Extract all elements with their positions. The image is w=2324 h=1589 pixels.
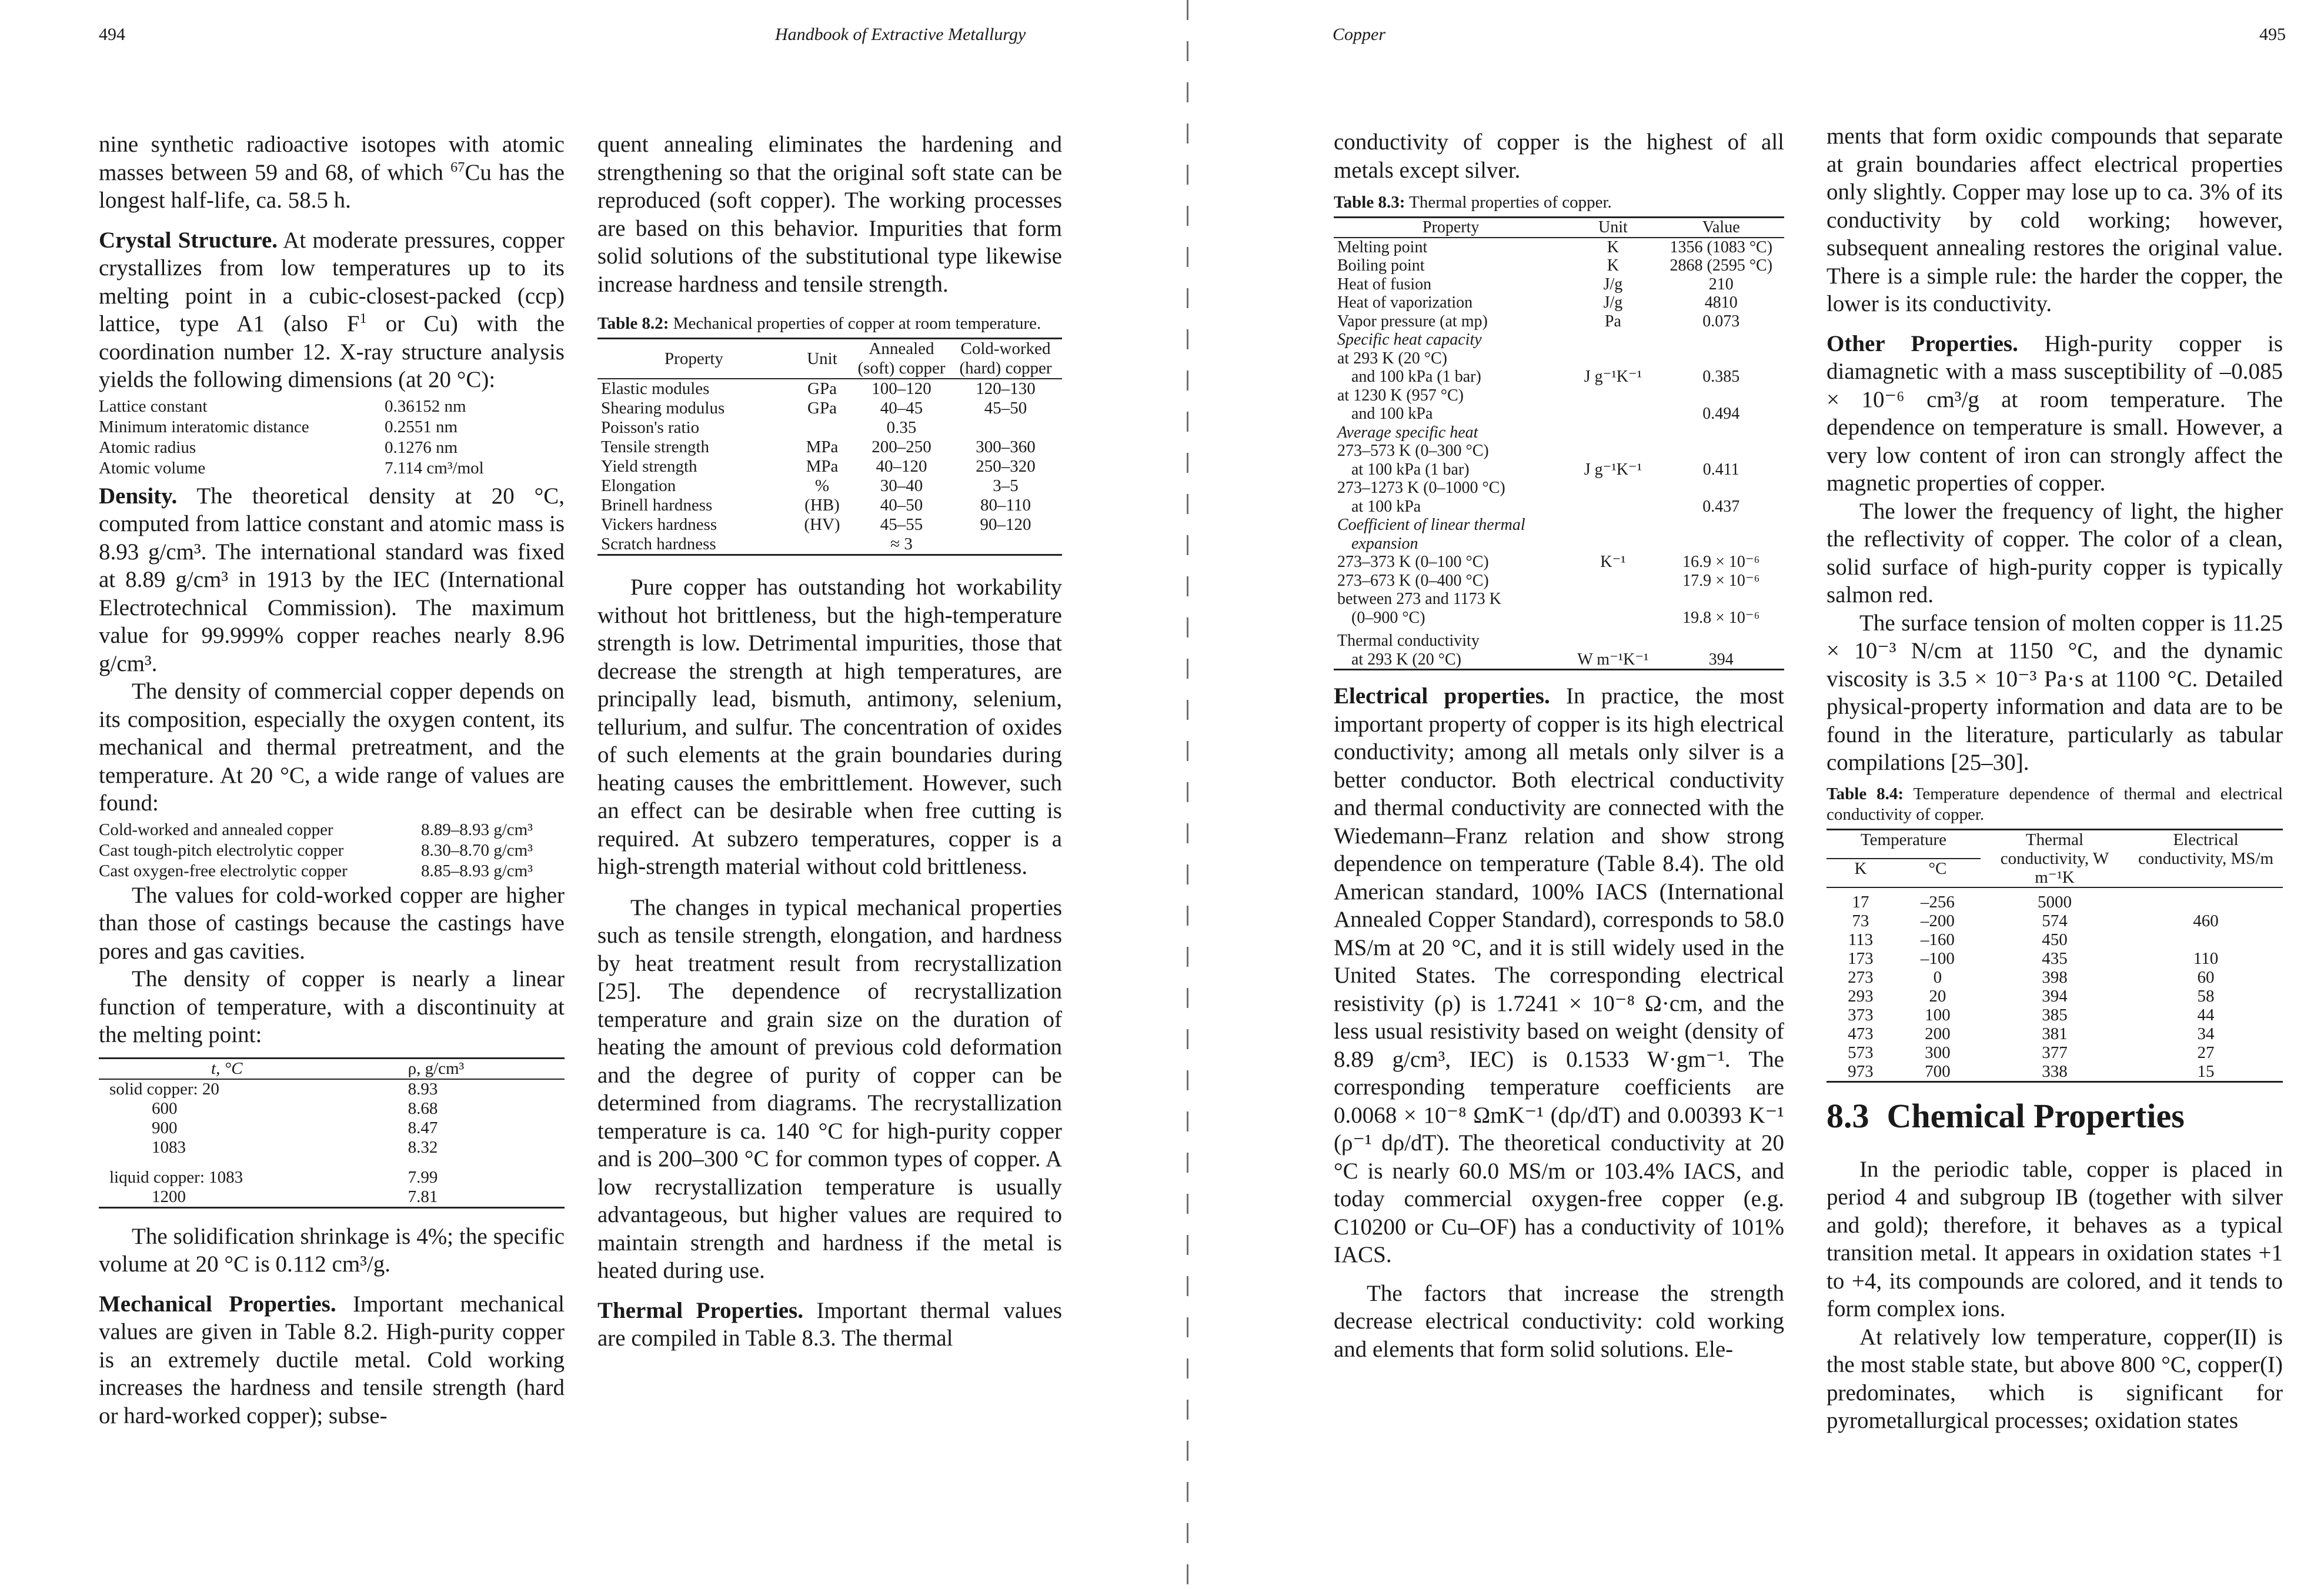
- table-row: 273–1273 K (0–1000 °C): [1337, 479, 1505, 497]
- density-paragraph-3: The values for cold-worked copper are higher than those of castings because the castings have pores and gas cavities.: [99, 882, 565, 964]
- table-row: 17 –256 5000: [1852, 892, 2072, 912]
- thermal-properties-paragraph: Thermal Properties. Important thermal values are compiled in Table 8.3. The thermal: [597, 1297, 1062, 1351]
- table-row: and 100 kPa 0.494: [1351, 405, 1740, 423]
- table-row: 1083 8.32: [152, 1137, 438, 1157]
- table-row: Specific heat capacity: [1337, 331, 1482, 349]
- periodic-table-paragraph: In the periodic table, copper is placed in period 4 and subgroup IB (together with silver and gold); therefore, it behaves as a typical transition metal. It appears in oxidation states +1 to +4, its compounds are colored, and it tends to form complex ions.: [1827, 1156, 2283, 1321]
- table-row: Elongation % 30–40 3–5: [601, 476, 1019, 495]
- reflectivity-paragraph: The lower the frequency of light, the higher the reflectivity of copper. The color of a clean, solid surface of high-purity copper is typically salmon red.: [1827, 498, 2283, 607]
- table-row: 573 300 377 27: [1848, 1043, 2215, 1062]
- table-row: Lattice constant 0.36152 nm: [99, 396, 466, 416]
- table-row: Heat of fusion J/g 210: [1337, 275, 1734, 293]
- table-row: Vapor pressure (at mp) Pa 0.073: [1337, 312, 1740, 331]
- table-row: Thermal conductivity: [1337, 632, 1480, 650]
- table-row: 113 –160 450: [1848, 930, 2068, 949]
- mechanical-properties-paragraph: Mechanical Properties. Important mechanical values are given in Table 8.2. High-purity copper is an extremely ductile metal. Cold working increases the hardness and tensile strength (hard or hard-worked copper); subse-: [99, 1291, 565, 1428]
- table-row: Brinell hardness (HB) 40–50 80–110: [601, 496, 1031, 515]
- table-header-row: Temperature Thermal conductivity, W m⁻¹K Electrical conductivity, MS/m: [1827, 829, 2283, 859]
- annealing-paragraph: quent annealing eliminates the hardening and strengthening so that the original soft state can be reproduced (soft copper). The working processes are based on this behavior. Impurities that form solid solutions of the substitutional type likewise increase hardness and tensile strength.: [597, 132, 1062, 297]
- table-row: Boiling point K 2868 (2595 °C): [1337, 256, 1773, 275]
- table-row: liquid copper: 1083 7.99: [109, 1167, 438, 1187]
- table-row: 373 100 385 44: [1848, 1005, 2215, 1024]
- table-row: 1200 7.81: [99, 1187, 565, 1208]
- isotopes-paragraph: nine synthetic radioactive isotopes with atomic masses between 59 and 68, of which $^{67}$Cu has the longest half-life, ca. 58.5 h.: [99, 132, 565, 213]
- table-row: at 1230 K (957 °C): [1337, 386, 1464, 405]
- table-row: Elastic modules GPa 100–120 120–130: [601, 379, 1036, 398]
- table-row: expansion: [1351, 534, 1418, 553]
- shrinkage-paragraph: The solidification shrinkage is 4%; the specific volume at 20 °C is 0.112 cm³/g.: [99, 1223, 565, 1277]
- table-row: Poisson's ratio 0.35: [601, 418, 917, 437]
- table-row: Melting point K 1356 (1083 °C): [1337, 238, 1773, 256]
- oxidic-compounds-paragraph: ments that form oxidic compounds that separate at grain boundaries affect electrical properties only slightly. Copper may lose up to ca. 3% of its conductivity by cold working; however, subsequent annealing restores the original value. There is a simple rule: the harder the copper, the lower is its conductivity.: [1827, 123, 2283, 316]
- right-page: [1162, 0, 2324, 1589]
- oxidation-states-paragraph: At relatively low temperature, copper(II) is the most stable state, but above 800 °C, copper(I) predominates, which is significant for pyrometallurgical processes; oxidation states: [1827, 1324, 2283, 1433]
- table-row: 900 8.47: [152, 1118, 438, 1137]
- table-row: at 293 K (20 °C) W m⁻¹K⁻¹ 394: [1334, 650, 1784, 670]
- right-column-1: [1334, 128, 1784, 1363]
- table-row: Tensile strength MPa 200–250 300–360: [601, 438, 1036, 456]
- table-row: Cold-worked and annealed copper 8.89–8.93 g/cm³: [99, 820, 533, 839]
- table-row: Coefficient of linear thermal: [1337, 516, 1525, 534]
- table-row: 973 700 338 15: [1827, 1062, 2283, 1082]
- density-paragraph: Density. The theoretical density at 20 °C, computed from lattice constant and atomic mass is 8.93 g/cm³. The international standard was fixed at 8.89 g/cm³ in 1913 by the IEC (International Electrotechnical Commission). The maximum value for 99.999% copper reaches nearly 8.96 g/cm³.: [99, 483, 565, 676]
- table-row: 73 –200 574 460: [1852, 911, 2219, 930]
- table-row: 293 20 394 58: [1848, 986, 2215, 1006]
- density-paragraph-4: The density of copper is nearly a linear function of temperature, with a discontinuity at the melting point:: [99, 966, 565, 1047]
- table-8-2-caption: Table 8.2: Mechanical properties of copper at room temperature.: [597, 314, 1041, 333]
- crystal-dimensions-table: [99, 396, 565, 479]
- table-row: 273–373 K (0–100 °C) K⁻¹ 16.9 × 10⁻⁶: [1337, 553, 1760, 571]
- table-row: Shearing modulus GPa 40–45 45–50: [601, 399, 1027, 418]
- table-row: Cast tough-pitch electrolytic copper 8.30–8.70 g/cm³: [99, 840, 533, 860]
- table-row: between 273 and 1173 K: [1337, 590, 1501, 608]
- section-heading-chemical-properties: 8.3 Chemical Properties: [1827, 1096, 2185, 1135]
- table-row: at 100 kPa 0.437: [1351, 497, 1740, 516]
- table-row: Vickers hardness (HV) 45–55 90–120: [601, 515, 1031, 534]
- left-column-2: [597, 131, 1062, 1353]
- table-row: solid copper: 20 8.93: [109, 1079, 438, 1099]
- commercial-density-table: [99, 820, 565, 882]
- left-running-head: Handbook of Extractive Metallurgy: [775, 25, 1026, 44]
- table-row: 473 200 381 34: [1848, 1024, 2215, 1043]
- density-paragraph-2: The density of commercial copper depends on its composition, especially the oxygen content, its mechanical and thermal pretreatment, and the temperature. At 20 °C, a wide range of values are found:: [99, 679, 565, 816]
- strength-conductivity-paragraph: The factors that increase the strength decrease electrical conductivity: cold working and elements that form solid solutions. Ele-: [1334, 1280, 1784, 1362]
- table-row: Average specific heat: [1337, 423, 1478, 442]
- left-column-1: [99, 131, 565, 1430]
- table-row: Atomic volume 7.114 cm³/mol: [99, 458, 484, 478]
- table-row: and 100 kPa (1 bar) J g⁻¹K⁻¹ 0.385: [1351, 368, 1740, 386]
- crystal-structure-paragraph: Crystal Structure. At moderate pressures, copper crystallizes from low temperatures up to its melting point in a cubic-closest-packed (ccp) lattice, type A1 (also $F^1$ or Cu) with the coordination number 12. X-ray structure analysis yields the following dimensions (at 20 °C):: [99, 227, 565, 392]
- table-8-3: [1334, 216, 1784, 670]
- table-8-2: [597, 338, 1062, 556]
- table-row: 273 0 398 60: [1848, 967, 2215, 987]
- table-row: Minimum interatomic distance 0.2551 nm: [99, 417, 458, 436]
- table-row: Scratch hardness ≈ 3: [597, 535, 1062, 555]
- table-row: Heat of vaporization J/g 4810: [1337, 293, 1738, 312]
- left-page-number: 494: [99, 25, 125, 44]
- density-temperature-table: [99, 1057, 565, 1209]
- table-header-row: K °C: [1827, 859, 2283, 887]
- table-header-row: t, °C ρ, g/cm³: [99, 1058, 565, 1079]
- table-header-row: Property Unit Value: [1334, 218, 1784, 238]
- table-8-4-caption: Table 8.4: Temperature dependence of thermal and electrical conductivity of copper.: [1827, 784, 2283, 824]
- right-page-number: 495: [2259, 25, 2286, 44]
- conductivity-intro-paragraph: conductivity of copper is the highest of all metals except silver.: [1334, 129, 1784, 183]
- table-row: Cast oxygen-free electrolytic copper 8.85–8.93 g/cm³: [99, 861, 533, 880]
- table-row: at 100 kPa (1 bar) J g⁻¹K⁻¹ 0.411: [1351, 460, 1739, 479]
- right-column-2: [1827, 122, 2283, 1435]
- right-running-head: Copper: [1333, 25, 1385, 44]
- electrical-properties-paragraph: Electrical properties. In practice, the most important property of copper is its high electrical conductivity; among all metals only silver is a better conductor. Both electrical conductivity and thermal conductivity are connected with the Wiedemann–Franz relation and show strong dependence on temperature (Table 8.4). The old American standard, 100% IACS (International Annealed Copper Standard), corresponds to 58.0 MS/m at 20 °C, and it is still widely used in the United States. The corresponding electrical resistivity (ρ) is 1.7241 × 10⁻⁸ Ω·cm, and the less usual resistivity based on weight (density of 8.89 g/cm³, IEC) is 0.1533 W·gm⁻¹. The corresponding temperature coefficients are 0.0068 × 10⁻⁸ ΩmK⁻¹ (dρ/dT) and 0.00393 K⁻¹ (ρ⁻¹ dρ/dT). The theoretical conductivity at 20 °C is nearly 60.0 MS/m or 103.4% IACS, and today commercial oxygen-free copper (e.g. C10200 or Cu–OF) has a conductivity of 101% IACS.: [1334, 683, 1784, 1267]
- table-8-3-caption: Table 8.3: Thermal properties of copper.: [1334, 193, 1612, 212]
- table-row: at 293 K (20 °C): [1337, 349, 1447, 368]
- table-row: 173 –100 435 110: [1848, 949, 2219, 968]
- table-header-row: Property Unit Annealed (soft) copper Cold-worked (hard) copper: [597, 339, 1062, 379]
- table-row: 273–573 K (0–300 °C): [1337, 442, 1489, 460]
- table-row: 600 8.68: [152, 1099, 438, 1118]
- table-row: 273–673 K (0–400 °C) 17.9 × 10⁻⁶: [1337, 571, 1760, 590]
- table-8-4: [1827, 829, 2283, 1083]
- recrystallization-paragraph: The changes in typical mechanical properties such as tensile strength, elongation, and hardness by heat treatment result from recrystallization [25]. The dependence of recrystallization temperature and grain size on the duration of heating the amount of previous cold deformation and the degree of purity of copper can be determined from diagrams. The recrystallization temperature is ca. 140 °C for high-purity copper and is 200–300 °C for common types of copper. A low recrystallization temperature is usually advantageous, but higher values are required to maintain strength and hardness if the metal is heated during use.: [597, 894, 1062, 1283]
- surface-tension-paragraph: The surface tension of molten copper is 11.25 × 10⁻³ N/cm at 1150 °C, and the dynamic viscosity is 3.5 × 10⁻³ Pa·s at 1100 °C. Detailed physical-property information and data are to be found in the literature, particularly as tabular compilations [25–30].: [1827, 610, 2283, 775]
- table-row: (0–900 °C) 19.8 × 10⁻⁶: [1351, 608, 1760, 627]
- table-row: Atomic radius 0.1276 nm: [99, 438, 458, 457]
- hot-workability-paragraph: Pure copper has outstanding hot workability without hot brittleness, but the high-temperature strength is low. Detrimental impurities, those that decrease the strength at high temperatures, are principally lead, bismuth, antimony, selenium, tellurium, and sulfur. The concentration of oxides of such elements at the grain boundaries during heating causes the embrittlement. However, such an effect can be desirable when free cutting is required. At subzero temperatures, copper is a high-strength material without cold brittleness.: [597, 575, 1062, 879]
- other-properties-paragraph: Other Properties. High-purity copper is diamagnetic with a mass susceptibility of –0.085 × 10⁻⁶ cm³/g at room temperature. The dependence on temperature is small. However, a very low content of iron can strongly affect the magnetic properties of copper.: [1827, 331, 2283, 496]
- table-row: Yield strength MPa 40–120 250–320: [601, 457, 1036, 476]
